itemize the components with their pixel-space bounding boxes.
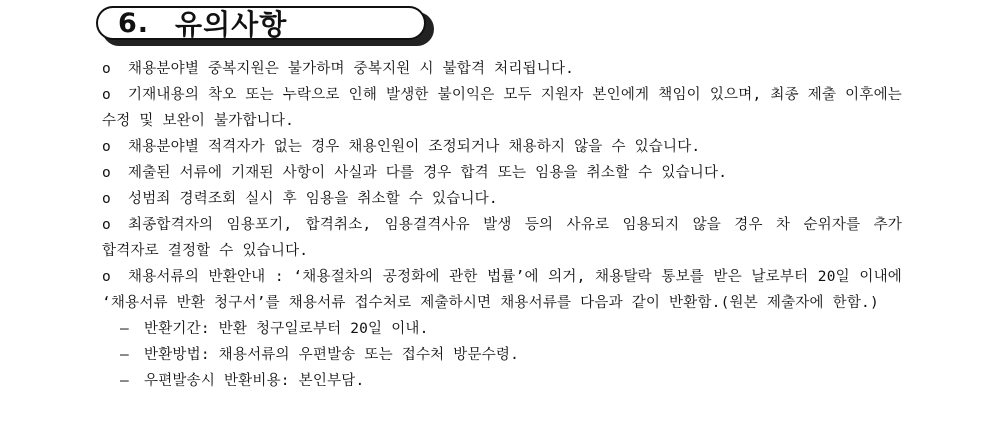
note-text: 기재내용의 착오 또는 누락으로 인해 발생한 불이익은 모두 지원자 본인에게 책임이 있으며, 최종 제출 이후에는 수정 및 보완이 불가합니다.: [102, 87, 902, 129]
return-detail-text: 반환방법: 채용서류의 우편발송 또는 접수처 방문수령.: [144, 347, 520, 363]
bullet-icon: ο: [102, 191, 111, 207]
note-item: [102, 82, 902, 134]
return-detail-text: 우편발송시 반환비용: 본인부담.: [144, 373, 365, 389]
section-heading: [96, 6, 436, 48]
return-detail-text: 반환기간: 반환 청구일로부터 20일 이내.: [144, 321, 429, 337]
dash-icon: –: [120, 347, 129, 363]
bullet-icon: ο: [102, 269, 111, 285]
return-detail-item: [102, 342, 902, 368]
section-title: 유의사항: [175, 8, 288, 41]
note-item: [102, 134, 902, 160]
note-item: [102, 56, 902, 82]
note-text: 채용분야별 적격자가 없는 경우 채용인원이 조정되거나 채용하지 않을 수 있습니다.: [128, 139, 701, 155]
bullet-icon: ο: [102, 139, 111, 155]
bullet-icon: ο: [102, 165, 111, 181]
section-number: 6.: [118, 7, 150, 39]
note-text: 채용분야별 중복지원은 불가하며 중복지원 시 불합격 처리됩니다.: [128, 61, 575, 77]
note-item: [102, 212, 902, 264]
note-text: 최종합격자의 임용포기, 합격취소, 임용결격사유 발생 등의 사유로 임용되지 않을 경우 차 순위자를 추가 합격자로 결정할 수 있습니다.: [102, 217, 902, 259]
note-item: [102, 160, 902, 186]
note-text: 성범죄 경력조회 실시 후 임용을 취소할 수 있습니다.: [128, 191, 498, 207]
note-item: [102, 186, 902, 212]
bullet-icon: ο: [102, 87, 111, 103]
return-detail-item: [102, 316, 902, 342]
return-detail-item: [102, 368, 902, 394]
notes-content: [102, 56, 902, 394]
note-text: 제출된 서류에 기재된 사항이 사실과 다를 경우 합격 또는 임용을 취소할 수 있습니다.: [128, 165, 728, 181]
dash-icon: –: [120, 321, 129, 337]
bullet-icon: ο: [102, 217, 111, 233]
note-item: [102, 264, 902, 316]
bullet-icon: ο: [102, 61, 111, 77]
dash-icon: –: [120, 373, 129, 389]
heading-box: [96, 6, 426, 40]
note-text: 채용서류의 반환안내 : ‘채용절차의 공정화에 관한 법률’에 의거, 채용탈락 통보를 받은 날로부터 20일 이내에 ‘채용서류 반환 청구서’를 채용서류 접수처로 제출하시면 채용서류를 다음과 같이 반환함.(원본 제출자에 한함.): [102, 269, 902, 311]
